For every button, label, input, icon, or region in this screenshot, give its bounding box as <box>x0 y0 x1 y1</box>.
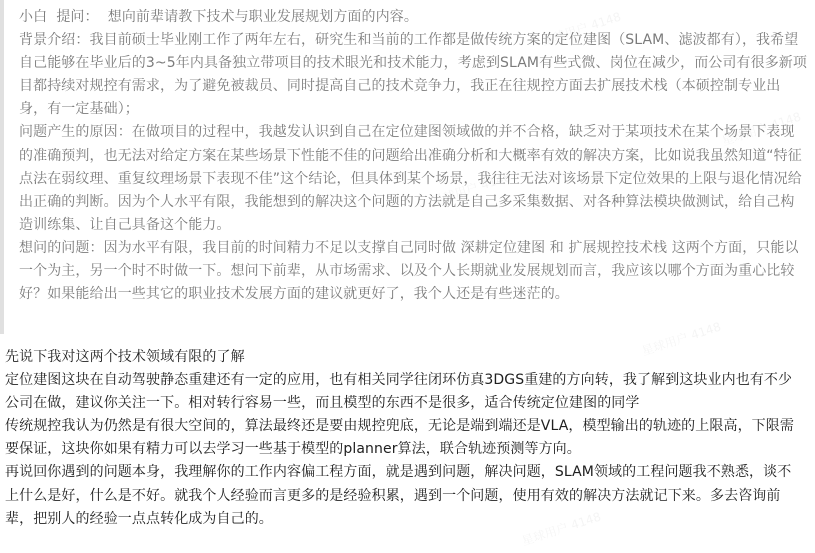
question-title: 想向前辈请教下技术与职业发展规划方面的内容。 <box>107 9 418 25</box>
answer-paragraph-planning: 传统规控我认为仍然是有很大空间的，算法最终还是要由规控兜底，无论是端到端还是VLA，模型输出的轨迹的上限高，下限需要保证，这块你如果有精力可以去学习一些基于模型的planner算法，联合轨迹预测等方向。 <box>5 418 794 458</box>
answer-paragraph-problem: 再说回你遇到的问题本身，我理解你的工作内容偏工程方面，就是遇到问题，解决问题，SLAM领域的工程问题我不熟悉，谈不上什么是好，什么是不好。就我个人经验而言更多的是经验积累，遇到一个问题，使用有效的解决方法就记下来。多去咨询前辈，把别人的经验一点点转化成为自己的。 <box>5 464 792 527</box>
answer-paragraph-mapping: 定位建图这块在自动驾驶静态重建还有一定的应用，也有相关同学往闭环仿真3DGS重建的方向转，我了解到这块业内也有不少公司在做，建议你关注一下。相对转行容易一些，而且模型的东西不是很多，适合传统定位建图的同学 <box>5 372 793 412</box>
question-background: 背景介绍：我目前硕士毕业刚工作了两年左右，研究生和当前的工作都是做传统方案的定位建图（SLAM、滤波都有），我希望自己能够在毕业后的3~5年内具备独立带项目的技术眼光和技术能力，考虑到SLAM有些式微、岗位在减少，而公司有很多新项目都持续对规控有需求，为了避免被裁员、同时提高自己的技术竞争力，我正在往规控方面去扩展技术栈（本硕控制专业出身，有一定基础）； <box>19 32 808 118</box>
question-ask: 想问的问题：因为水平有限，我目前的时间精力不足以支撑自己同时做 深耕定位建图 和 扩展规控技术栈 这两个方面，只能以一个为主，另一个时不时做一下。想问下前辈，从市场需求、以及个人长期就业发展规划而言，我应该以哪个方面为重心比较好？如果能给出一些其它的职业技术发展方面的建议就更好了，我个人还是有些迷茫的。 <box>19 239 799 303</box>
answer-block <box>0 346 815 531</box>
question-title-line <box>19 6 807 29</box>
asker-name: 小白 <box>19 9 48 25</box>
ask-label: 提问： <box>56 9 99 25</box>
answer-intro: 先说下我对这两个技术领域有限的了解 <box>5 349 245 365</box>
question-problem: 问题产生的原因：在做项目的过程中，我越发认识到自己在定位建图领域做的并不合格，缺乏对于某项技术在某个场景下表现的准确预判，也无法对给定方案在某些场景下性能不佳的问题给出准确分析和大概率有效的解决方案，比如说我虽然知道“特征点法在弱纹理、重复纹理场景下表现不佳”这个结论，但具体到某个场景，我往往无法对该场景下定位效果的上限与退化情况给出正确的判断。因为个人水平有限，我能想到的解决这个问题的方法就是自己多采集数据、对各种算法模块做测试，给自己构造训练集、让自己具备这个能力。 <box>19 124 802 233</box>
